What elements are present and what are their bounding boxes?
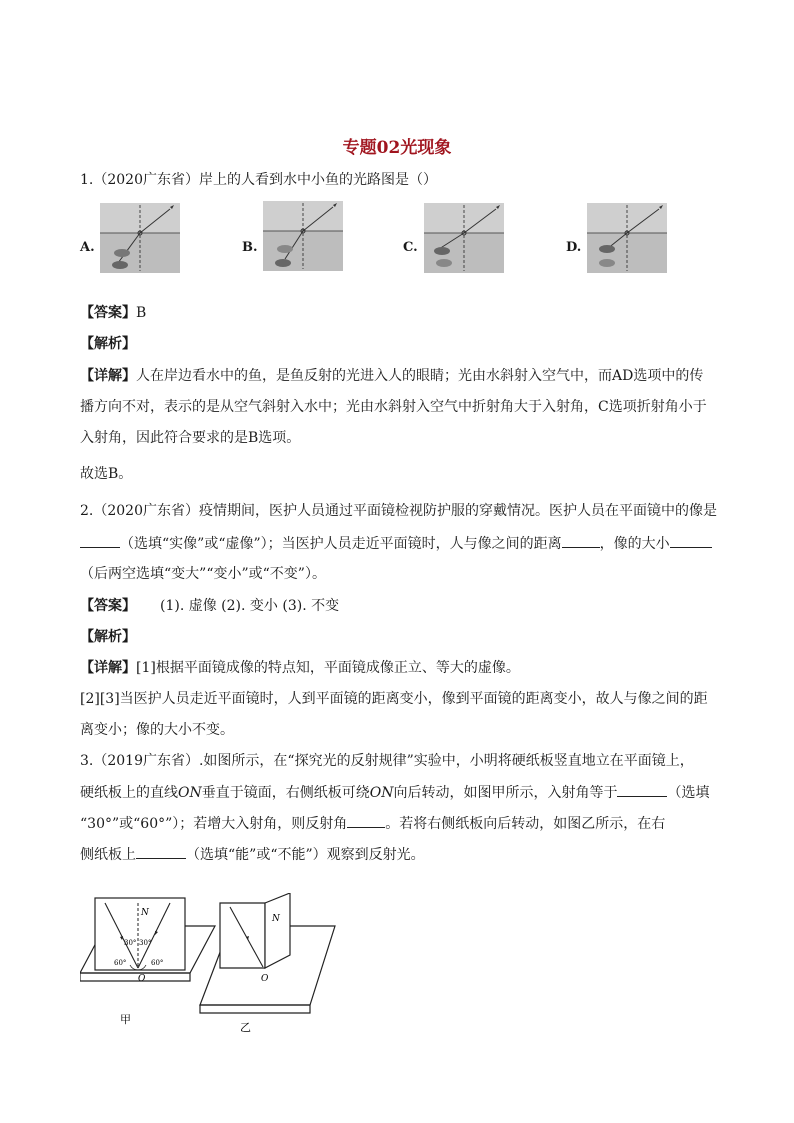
q1-detail-line-3: 入射角，因此符合要求的是B选项。 xyxy=(80,430,301,446)
q3-line-2a: 硬纸板上的直线 xyxy=(80,785,178,801)
q3-line-3b: 。若将右侧纸板向后转动，如图乙所示，在右 xyxy=(385,816,666,832)
q1-analysis-label: 【解析】 xyxy=(80,336,136,352)
q2-line-1: 2.（2020广东省）疫情期间，医护人员通过平面镜检视防护服的穿戴情况。医护人员在平面镜中的像是 xyxy=(80,503,717,519)
q1-option-b-image xyxy=(263,201,343,271)
caption-jia: 甲 xyxy=(120,1013,131,1026)
figure-yi xyxy=(200,893,335,1033)
q2-analysis-label: 【解析】 xyxy=(80,629,136,645)
q1-answer xyxy=(80,305,146,321)
q1-detail-text-1: 人在岸边看水中的鱼，是鱼反射的光进入人的眼睛；光由水斜射入空气中，而AD选项中的传 xyxy=(136,368,704,384)
q1-option-d-label: D. xyxy=(566,240,582,255)
q2-detail-line-1 xyxy=(80,660,520,676)
q3-figure xyxy=(80,893,340,1033)
q1-option-c-image xyxy=(424,203,504,273)
q1-answer-label: 【答案】 xyxy=(80,305,136,321)
q2-line-2b: ，像的大小 xyxy=(599,536,670,552)
q1-option-d-image xyxy=(587,203,667,273)
q1-conclusion: 故选B。 xyxy=(80,466,133,482)
mirror-jia-edge xyxy=(80,973,190,981)
q3-line-2b: 垂直于镜面，右侧纸板可绕 xyxy=(201,785,370,801)
q3-blank-2[interactable] xyxy=(347,815,385,828)
cardboard-yi-right xyxy=(265,893,290,968)
q1-option-b-label: B. xyxy=(242,240,258,255)
q3-line-4b: （选填“能”或“不能”）观察到反射光。 xyxy=(186,847,425,863)
q3-line-1: 3.（2019广东省）.如图所示，在“探究光的反射规律”实验中，小明将硬纸板竖直地立在平面镜上， xyxy=(80,753,694,769)
angle-60-right: 60° xyxy=(151,959,164,967)
q2-blank-3[interactable] xyxy=(670,535,712,548)
q3-figure-svg xyxy=(80,893,340,1033)
q2-detail-label: 【详解】 xyxy=(80,660,136,676)
q3-on-label-1: ON xyxy=(178,785,202,801)
q1-option-c-label: C. xyxy=(403,240,418,255)
q1-detail-line-1 xyxy=(80,368,703,384)
angle-30-right: 30° xyxy=(139,939,152,947)
q3-line-4 xyxy=(80,846,425,863)
figure-jia xyxy=(80,898,215,1026)
q2-blank-2[interactable] xyxy=(562,535,600,548)
q3-blank-3[interactable] xyxy=(136,846,186,859)
q3-blank-1[interactable] xyxy=(617,784,667,797)
q1-detail-label: 【详解】 xyxy=(80,368,136,384)
q1-detail-line-2: 播方向不对，表示的是从空气斜射入水中；光由水斜射入空气中折射角大于入射角，C选项折射角小于 xyxy=(80,399,707,415)
label-o-jia: O xyxy=(138,974,146,984)
q3-line-2d: （选填 xyxy=(667,785,710,801)
q1-option-a-label: A. xyxy=(80,240,95,255)
mirror-yi-edge xyxy=(200,1005,310,1013)
q2-line-2a: （选填“实像”或“虚像”）；当医护人员走近平面镜时，人与像之间的距离 xyxy=(120,536,562,552)
q2-answer-label: 【答案】 xyxy=(80,598,136,614)
q2-line-2 xyxy=(80,535,712,552)
page-title: 专题02光现象 xyxy=(342,138,452,158)
q3-line-3a: “30°”或“60°”）；若增大入射角，则反射角 xyxy=(80,816,348,832)
q2-blank-1[interactable] xyxy=(80,535,120,548)
caption-yi: 乙 xyxy=(240,1021,251,1033)
q1-answer-value: B xyxy=(136,305,147,321)
q2-detail-line-2: [2][3]当医护人员走近平面镜时，人到平面镜的距离变小，像到平面镜的距离变小，故人与像之间的距 xyxy=(80,691,708,707)
q2-answer-value: (1). 虚像 (2). 变小 (3). 不变 xyxy=(160,598,340,614)
label-n-jia: N xyxy=(141,908,149,918)
q3-line-2 xyxy=(80,784,709,801)
q2-detail-text-1: [1]根据平面镜成像的特点知，平面镜成像正立、等大的虚像。 xyxy=(136,660,520,676)
q2-line-3: （后两空选填“变大”“变小”或“不变”）。 xyxy=(80,566,326,582)
q3-line-2c: 向后转动，如图甲所示，入射角等于 xyxy=(393,785,618,801)
q2-answer xyxy=(80,598,339,614)
angle-30-left: 30° xyxy=(124,939,137,947)
q3-line-4a: 侧纸板上 xyxy=(80,847,136,863)
q1-option-a-image xyxy=(100,203,180,273)
label-n-yi: N xyxy=(272,914,280,924)
label-o-yi: O xyxy=(261,974,269,984)
q3-on-label-2: ON xyxy=(369,785,394,801)
q1-stem: 1.（2020广东省）岸上的人看到水中小鱼的光路图是（） xyxy=(80,172,437,188)
angle-60-left: 60° xyxy=(114,959,127,967)
q2-detail-line-3: 离变小；像的大小不变。 xyxy=(80,722,234,738)
q3-line-3 xyxy=(80,815,665,832)
